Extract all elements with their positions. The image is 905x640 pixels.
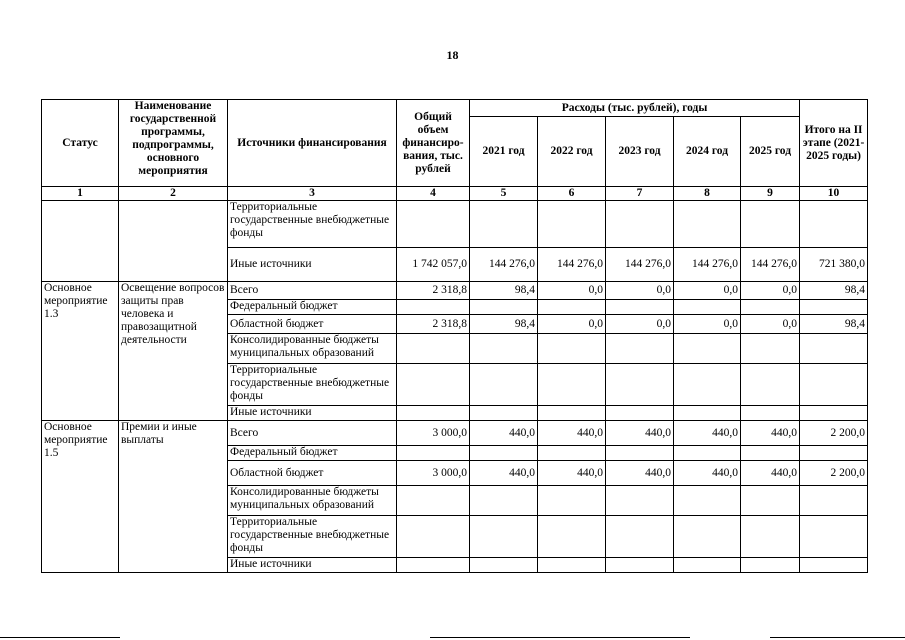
year-value-cell: 144 276,0 (606, 248, 674, 282)
itogo-value-cell (800, 516, 868, 558)
total-value-cell: 1 742 057,0 (397, 248, 470, 282)
header-sources: Источники финансирования (228, 100, 397, 187)
total-value-cell (397, 516, 470, 558)
year-value-cell: 0,0 (674, 315, 741, 334)
header-itogo: Итого на II этапе (2021-2025 годы) (800, 100, 868, 187)
scan-edge-line (770, 637, 905, 638)
total-value-cell (397, 334, 470, 364)
source-cell: Территориальные государственные внебюджетные фонды (228, 201, 397, 248)
total-value-cell: 3 000,0 (397, 461, 470, 486)
year-value-cell: 440,0 (674, 421, 741, 446)
activity-name-cell: Премии и иные выплаты (119, 421, 228, 573)
year-value-cell (606, 558, 674, 573)
year-value-cell (606, 446, 674, 461)
year-value-cell: 440,0 (470, 421, 538, 446)
total-value-cell (397, 486, 470, 516)
year-value-cell: 440,0 (741, 421, 800, 446)
col-number: 2 (119, 187, 228, 201)
year-value-cell (674, 201, 741, 248)
year-value-cell (741, 364, 800, 406)
year-value-cell (741, 486, 800, 516)
header-status: Статус (42, 100, 119, 187)
year-value-cell: 98,4 (470, 282, 538, 300)
year-value-cell: 0,0 (741, 282, 800, 300)
col-number: 5 (470, 187, 538, 201)
col-number: 1 (42, 187, 119, 201)
year-value-cell (538, 201, 606, 248)
header-year-2022: 2022 год (538, 117, 606, 187)
year-value-cell (606, 334, 674, 364)
year-value-cell (674, 406, 741, 421)
year-value-cell (538, 300, 606, 315)
total-value-cell (397, 406, 470, 421)
year-value-cell: 440,0 (538, 461, 606, 486)
source-cell: Федеральный бюджет (228, 446, 397, 461)
itogo-value-cell (800, 334, 868, 364)
year-value-cell (606, 201, 674, 248)
year-value-cell: 98,4 (470, 315, 538, 334)
source-cell: Территориальные государственные внебюджетные фонды (228, 364, 397, 406)
year-value-cell (606, 364, 674, 406)
year-value-cell (606, 516, 674, 558)
source-cell: Областной бюджет (228, 461, 397, 486)
year-value-cell: 440,0 (674, 461, 741, 486)
itogo-value-cell: 2 200,0 (800, 421, 868, 446)
year-value-cell: 440,0 (606, 461, 674, 486)
year-value-cell (538, 446, 606, 461)
header-year-2024: 2024 год (674, 117, 741, 187)
source-cell: Иные источники (228, 248, 397, 282)
table-row (42, 421, 868, 446)
itogo-value-cell: 721 380,0 (800, 248, 868, 282)
year-value-cell: 440,0 (741, 461, 800, 486)
year-value-cell (741, 334, 800, 364)
year-value-cell (741, 446, 800, 461)
scan-edge-line (430, 637, 690, 638)
year-value-cell: 0,0 (538, 315, 606, 334)
year-value-cell (538, 558, 606, 573)
year-value-cell (470, 300, 538, 315)
year-value-cell (538, 364, 606, 406)
itogo-value-cell (800, 201, 868, 248)
total-value-cell: 3 000,0 (397, 421, 470, 446)
year-value-cell: 0,0 (606, 315, 674, 334)
year-value-cell (538, 334, 606, 364)
year-value-cell: 144 276,0 (470, 248, 538, 282)
total-value-cell: 2 318,8 (397, 282, 470, 300)
year-value-cell (538, 486, 606, 516)
itogo-value-cell (800, 558, 868, 573)
page-number: 18 (446, 48, 459, 62)
header-year-2023: 2023 год (606, 117, 674, 187)
total-value-cell (397, 201, 470, 248)
itogo-value-cell (800, 300, 868, 315)
year-value-cell: 0,0 (606, 282, 674, 300)
col-number: 10 (800, 187, 868, 201)
year-value-cell (674, 300, 741, 315)
source-cell: Областной бюджет (228, 315, 397, 334)
header-row-1 (42, 100, 868, 117)
itogo-value-cell (800, 406, 868, 421)
source-cell: Федеральный бюджет (228, 300, 397, 315)
year-value-cell (470, 364, 538, 406)
total-value-cell (397, 300, 470, 315)
status-cell: Основное мероприятие 1.3 (42, 282, 119, 421)
source-cell: Иные источники (228, 558, 397, 573)
year-value-cell (470, 516, 538, 558)
year-value-cell: 440,0 (606, 421, 674, 446)
column-number-row (42, 187, 868, 201)
col-number: 6 (538, 187, 606, 201)
col-number: 8 (674, 187, 741, 201)
year-value-cell (741, 300, 800, 315)
itogo-value-cell (800, 486, 868, 516)
source-cell: Всего (228, 282, 397, 300)
col-number: 4 (397, 187, 470, 201)
year-value-cell (470, 558, 538, 573)
year-value-cell (674, 446, 741, 461)
year-value-cell: 0,0 (741, 315, 800, 334)
financing-table (41, 99, 868, 573)
year-value-cell (606, 486, 674, 516)
year-value-cell (674, 558, 741, 573)
year-value-cell: 0,0 (674, 282, 741, 300)
status-cell: Основное мероприятие 1.5 (42, 421, 119, 573)
total-value-cell (397, 446, 470, 461)
header-name: Наименование государственной программы, подпрограммы, основного мероприятия (119, 100, 228, 187)
header-expenses: Расходы (тыс. рублей), годы (470, 100, 800, 117)
itogo-value-cell: 98,4 (800, 282, 868, 300)
year-value-cell (470, 334, 538, 364)
itogo-value-cell (800, 446, 868, 461)
header-year-2021: 2021 год (470, 117, 538, 187)
year-value-cell: 144 276,0 (674, 248, 741, 282)
header-total: Общий объем финансиро-вания, тыс. рублей (397, 100, 470, 187)
total-value-cell: 2 318,8 (397, 315, 470, 334)
table-row (42, 282, 868, 300)
col-number: 9 (741, 187, 800, 201)
col-number: 3 (228, 187, 397, 201)
source-cell: Консолидированные бюджеты муниципальных образований (228, 486, 397, 516)
itogo-value-cell: 2 200,0 (800, 461, 868, 486)
table-row (42, 201, 868, 248)
year-value-cell: 440,0 (470, 461, 538, 486)
activity-name-cell: Освещение вопросов защиты прав человека и правозащитной деятельности (119, 282, 228, 421)
total-value-cell (397, 558, 470, 573)
year-value-cell (741, 201, 800, 248)
source-cell: Иные источники (228, 406, 397, 421)
year-value-cell: 0,0 (538, 282, 606, 300)
source-cell: Территориальные государственные внебюджетные фонды (228, 516, 397, 558)
year-value-cell (674, 334, 741, 364)
itogo-value-cell (800, 364, 868, 406)
col-number: 7 (606, 187, 674, 201)
year-value-cell (606, 300, 674, 315)
year-value-cell: 144 276,0 (538, 248, 606, 282)
year-value-cell (606, 406, 674, 421)
year-value-cell (741, 558, 800, 573)
year-value-cell (674, 364, 741, 406)
year-value-cell (741, 406, 800, 421)
source-cell: Всего (228, 421, 397, 446)
year-value-cell (470, 486, 538, 516)
year-value-cell (538, 516, 606, 558)
activity-name-cell (119, 201, 228, 282)
status-cell (42, 201, 119, 282)
year-value-cell (674, 516, 741, 558)
year-value-cell (741, 516, 800, 558)
year-value-cell: 440,0 (538, 421, 606, 446)
year-value-cell (674, 486, 741, 516)
year-value-cell (470, 446, 538, 461)
header-year-2025: 2025 год (741, 117, 800, 187)
source-cell: Консолидированные бюджеты муниципальных образований (228, 334, 397, 364)
year-value-cell: 144 276,0 (741, 248, 800, 282)
itogo-value-cell: 98,4 (800, 315, 868, 334)
year-value-cell (470, 201, 538, 248)
year-value-cell (470, 406, 538, 421)
scan-edge-line (0, 637, 120, 638)
year-value-cell (538, 406, 606, 421)
total-value-cell (397, 364, 470, 406)
